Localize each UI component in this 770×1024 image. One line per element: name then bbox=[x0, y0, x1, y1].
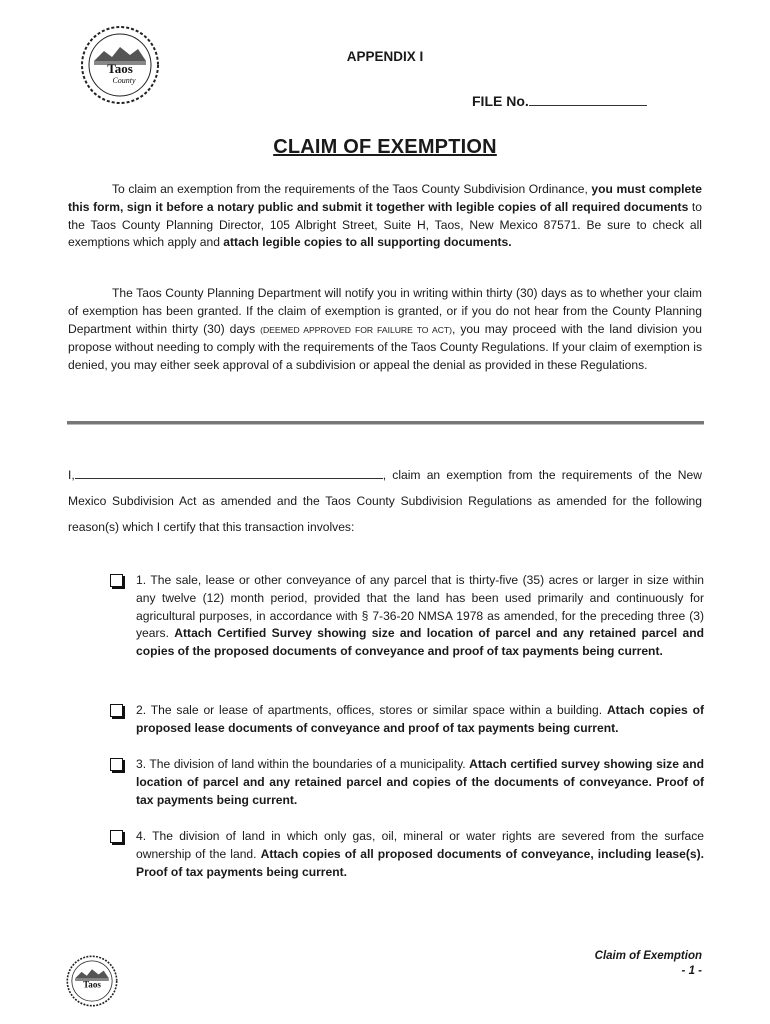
svg-text:Taos: Taos bbox=[83, 979, 101, 990]
county-seal-footer-logo bbox=[66, 955, 118, 1007]
footer-page-number: - 1 - bbox=[681, 965, 702, 977]
svg-text:County: County bbox=[112, 76, 136, 85]
exemption-item-2: 2. The sale or lease of apartments, offices, stores or similar space within a building. Attach copies of proposed lease documents of conveyance and proof of tax payments being current. bbox=[110, 702, 704, 738]
claimant-name-blank[interactable] bbox=[75, 466, 383, 479]
certification-statement: I, , claim an exemption from the requirements of the New Mexico Subdivision Act as amended and the Taos County Subdivision Regulations as amended for the following reason(s) which I certify that this transaction involves: bbox=[68, 468, 702, 534]
file-number-blank[interactable] bbox=[529, 93, 647, 106]
exemption-checkbox-3[interactable] bbox=[110, 758, 123, 771]
svg-text:Taos: Taos bbox=[107, 61, 133, 76]
section-divider bbox=[67, 421, 704, 425]
exemption-item-4: 4. The division of land in which only gas, oil, mineral or water rights are severed from the surface ownership of the land. Attach copies of all proposed documents of conveyance, including lease(s). Proof of tax payments being current. bbox=[110, 828, 704, 881]
page-footer bbox=[595, 949, 702, 979]
county-seal-logo bbox=[80, 25, 160, 105]
exemption-checkbox-2[interactable] bbox=[110, 704, 123, 717]
file-number-field bbox=[472, 93, 647, 109]
file-number-label: FILE No. bbox=[472, 93, 529, 109]
exemption-item-3: 3. The division of land within the boundaries of a municipality. Attach certified survey showing size and location of parcel and any retained parcel and copies of the documents of conveyance. Proof of tax payments being current. bbox=[110, 756, 704, 809]
exemption-checkbox-4[interactable] bbox=[110, 830, 123, 843]
intro-paragraph-1: To claim an exemption from the requirements of the Taos County Subdivision Ordinance, you must complete this form, sign it before a notary public and submit it together with legible copies of all required documents to the Taos County Planning Director, 105 Albright Street, Suite H, Taos, New Mexico 87571. Be sure to check all exemptions which apply and attach legible copies to all supporting documents. bbox=[68, 182, 702, 250]
exemption-checkbox-1[interactable] bbox=[110, 574, 123, 587]
page-title: CLAIM OF EXEMPTION bbox=[273, 136, 497, 158]
footer-doc-name: Claim of Exemption bbox=[594, 950, 702, 962]
intro-paragraph-2: The Taos County Planning Department will notify you in writing within thirty (30) days as to whether your claim of exemption has been granted. If the claim of exemption is granted, or if you do not hear from the County Planning Department within thirty (30) days (DEEMED APPROVED FOR FAILURE TO ACT), you may proceed with the land division you propose without needing to comply with the requirements of the Taos County Regulations. If your claim of exemption is denied, you may either seek approval of a subdivision or appeal the denial as provided in these Regulations. bbox=[68, 286, 702, 373]
exemption-item-1: 1. The sale, lease or other conveyance of any parcel that is thirty-five (35) acres or larger in size within any twelve (12) month period, provided that the land has been used primarily and continuously for agricultural purposes, in accordance with § 7-36-20 NMSA 1978 as amended, for the preceding three (3) years. Attach Certified Survey showing size and location of parcel and any retained parcel and copies of the proposed documents of conveyance and proof of tax payments being current. bbox=[110, 572, 704, 661]
appendix-label: APPENDIX I bbox=[346, 49, 424, 64]
